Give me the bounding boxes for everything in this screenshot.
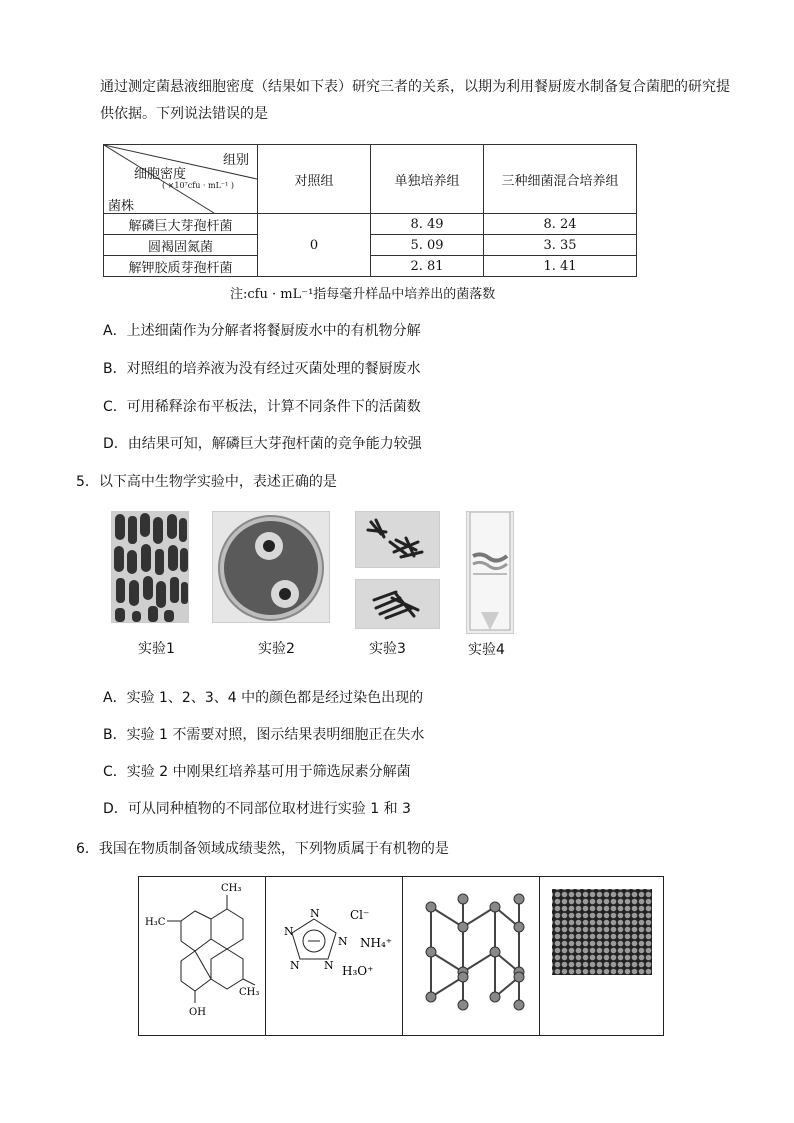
strain-cell: 解磷巨大芽孢杆菌: [104, 214, 258, 235]
q4-option-a: A．上述细菌作为分解者将餐厨废水中的有机物分解: [103, 323, 421, 339]
pentazole-structure-diagram: [266, 877, 402, 1033]
mixed-value-cell: 1. 41: [484, 256, 637, 277]
label-h3c: H₃C: [145, 917, 166, 928]
hydronium-ion: H₃O⁺: [342, 964, 374, 978]
col-header-control: 对照组: [258, 145, 371, 214]
q5-option-d: D．可从同种植物的不同部位取材进行实验 1 和 3: [103, 801, 411, 817]
q5-option-a: A．实验 1、2、3、4 中的颜色都是经过染色出现的: [103, 690, 424, 706]
atomic-surface-cell: [540, 877, 664, 1035]
header-unit: ( ×10⁷cfu · mL⁻¹ ): [162, 181, 234, 190]
control-value-cell: 0: [258, 214, 371, 277]
header-strain: 菌株: [108, 199, 135, 214]
atom-n: N: [310, 907, 320, 920]
caption-experiment-2: 实验2: [258, 641, 295, 657]
strain-cell: 圆褐固氮菌: [104, 235, 258, 256]
diamond-lattice-diagram: [403, 877, 539, 1033]
q4-option-b: B．对照组的培养液为没有经过灭菌处理的餐厨废水: [103, 361, 421, 377]
mixed-value-cell: 8. 24: [484, 214, 637, 235]
atom-n: N: [324, 959, 334, 972]
table-note: 注:cfu · mL⁻¹指每毫升样品中培养出的菌落数: [230, 287, 496, 302]
experiment-3-image-bottom: [355, 579, 440, 629]
label-ch3-top: CH₃: [221, 883, 242, 894]
substances-panel: [138, 876, 664, 1036]
diagonal-header-cell: [104, 145, 258, 214]
q4-option-d: D．由结果可知，解磷巨大芽孢杆菌的竞争能力较强: [103, 436, 422, 452]
experiment-2-image: [212, 511, 330, 623]
molecule-structure-diagram: [139, 877, 265, 1033]
intro-paragraph: [100, 74, 730, 128]
atom-n: N: [338, 935, 348, 948]
q5-option-c: C．实验 2 中刚果红培养基可用于筛选尿素分解菌: [103, 764, 411, 780]
q5-option-b: B．实验 1 不需要对照，图示结果表明细胞正在失水: [103, 727, 425, 743]
caption-experiment-1: 实验1: [138, 641, 175, 657]
caption-experiment-3: 实验3: [369, 641, 406, 657]
experiment-3-image-top: [355, 511, 440, 568]
caption-experiment-4: 实验4: [468, 642, 505, 658]
experiment-4-image: [466, 511, 514, 634]
single-value-cell: 5. 09: [371, 235, 484, 256]
q6-title: 6．我国在物质制备领域成绩斐然，下列物质属于有机物的是: [76, 841, 449, 857]
atom-n: N: [290, 959, 300, 972]
intro-line-1: 通过测定菌悬液细胞密度（结果如下表）研究三者的关系，以期为利用餐厨废水制备复合菌肥的研究提: [100, 79, 730, 95]
chromosomes-micrograph: [356, 512, 439, 567]
col-header-single: 单独培养组: [371, 145, 484, 214]
ammonium-ion: NH₄⁺: [360, 936, 393, 950]
cells-micrograph: [112, 512, 188, 622]
single-value-cell: 8. 49: [371, 214, 484, 235]
pentazole-salt-cell: [266, 877, 403, 1035]
petri-dish: [213, 512, 329, 622]
label-oh: OH: [189, 1007, 206, 1018]
organic-molecule-cell: [139, 877, 266, 1035]
cell-density-table: [103, 144, 637, 277]
atomic-surface-image: [540, 877, 664, 1033]
col-header-mixed: 三种细菌混合培养组: [484, 145, 637, 214]
q5-title: 5．以下高中生物学实验中，表述正确的是: [76, 474, 337, 490]
single-value-cell: 2. 81: [371, 256, 484, 277]
experiment-1-image: [111, 511, 189, 623]
q4-option-c: C．可用稀释涂布平板法，计算不同条件下的活菌数: [103, 399, 421, 415]
header-group: 组别: [222, 153, 249, 168]
atom-n: N: [284, 925, 294, 938]
mixed-value-cell: 3. 35: [484, 235, 637, 256]
diamond-lattice-cell: [403, 877, 540, 1035]
label-ch3-right: CH₃: [239, 987, 260, 998]
chromatography-tube: [467, 512, 513, 633]
chloride-ion: Cl⁻: [350, 908, 370, 922]
intro-line-2: 供依据。下列说法错误的是: [100, 106, 268, 122]
header-density: 细胞密度: [134, 167, 187, 182]
chromosomes-micrograph: [356, 580, 439, 628]
strain-cell: 解钾胶质芽孢杆菌: [104, 256, 258, 277]
